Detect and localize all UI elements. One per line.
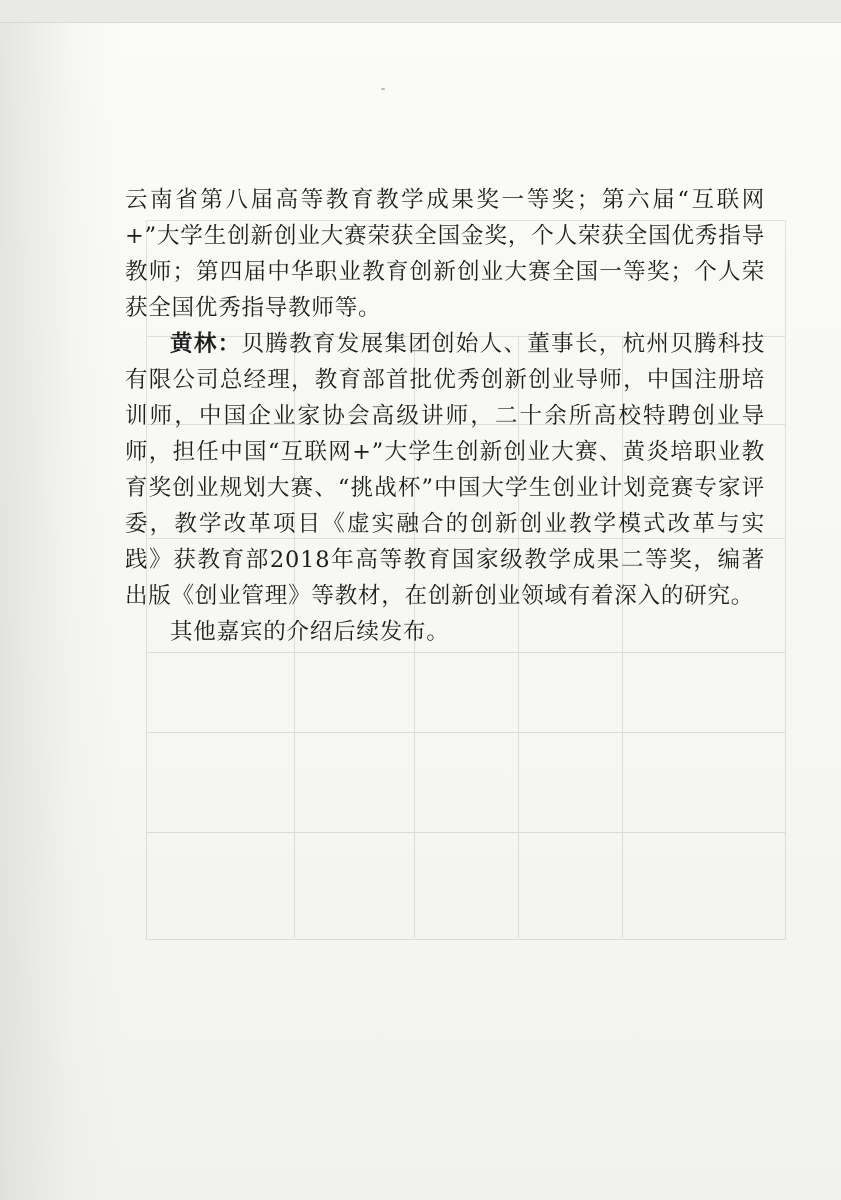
document-body	[125, 182, 765, 650]
guest-bio-paragraph	[125, 326, 765, 614]
scan-top-edge	[0, 0, 841, 23]
guest-name: 黄林：	[170, 331, 242, 357]
ghost-row-line	[146, 732, 786, 733]
ghost-row-line	[146, 652, 786, 653]
closing-note: 其他嘉宾的介绍后续发布。	[170, 619, 450, 645]
scan-left-shadow	[0, 22, 120, 1200]
guest-bio-text: 贝腾教育发展集团创始人、董事长，杭州贝腾科技有限公司总经理，教育部首批优秀创新创业导师，中国注册培训师，中国企业家协会高级讲师，二十余所高校特聘创业导师，担任中国“互联网+”大学生创新创业大赛、黄炎培职业教育奖创业规划大赛、“挑战杯”中国大学生创业计划竞赛专家评委，教学改革项目《虚实融合的创新创业教学模式改革与实践》获教育部2018年高等教育国家级教学成果二等奖，编著出版《创业管理》等教材，在创新创业领域有着深入的研究。	[125, 331, 765, 609]
award-paragraph: 云南省第八届高等教育教学成果奖一等奖；第六届“互联网+”大学生创新创业大赛荣获全国金奖，个人荣获全国优秀指导教师；第四届中华职业教育创新创业大赛全国一等奖；个人荣获全国优秀指导教师等。	[125, 187, 765, 321]
scan-speck	[381, 88, 385, 90]
ghost-row-line	[146, 832, 786, 833]
